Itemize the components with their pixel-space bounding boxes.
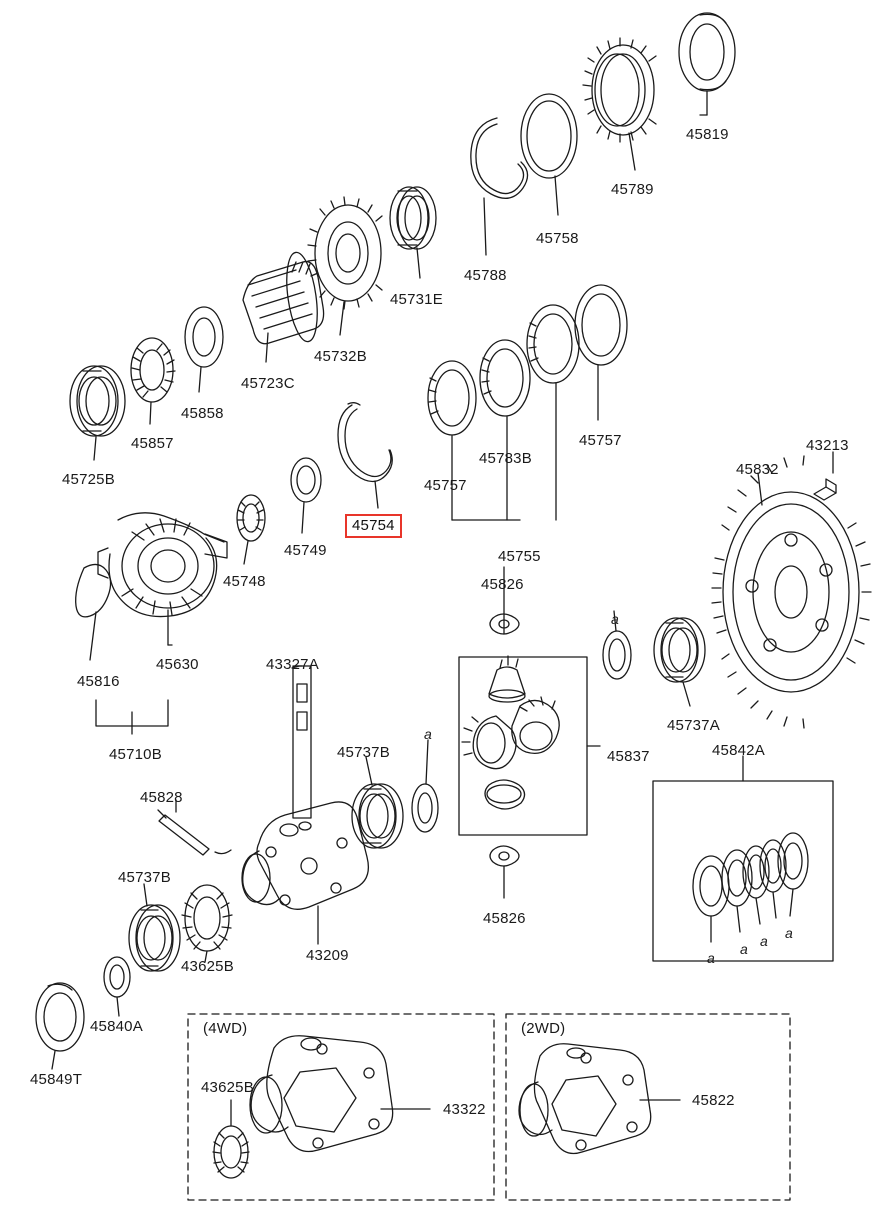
part-label-a-5: a [760,933,768,949]
part-label-45849T: 45849T [30,1071,83,1088]
part-label-45858: 45858 [181,405,224,422]
part-label-45748: 45748 [223,573,266,590]
part-45857-art [131,338,175,424]
part-45832-art [712,452,871,728]
part-45858-art [185,307,223,392]
part-45757-right-art [527,285,627,520]
part-45822-art [519,1044,680,1154]
group-2wd-box [506,1014,790,1200]
part-label-45731E: 45731E [390,291,443,308]
part-label-45826-upper: 45826 [481,576,524,593]
part-45826-lower-art [490,846,519,898]
part-45737B-right-art [352,757,403,848]
group-label-4wd: (4WD) [203,1020,248,1037]
part-label-45816: 45816 [77,673,120,690]
part-label-45789: 45789 [611,181,654,198]
part-45828-art [158,800,231,855]
part-45754-art [338,403,392,508]
part-label-45732B: 45732B [314,348,367,365]
part-label-45857: 45857 [131,435,174,452]
part-45758-art [521,94,577,215]
part-label-45754-highlighted: 45754 [345,514,402,538]
part-45748-art [237,495,265,564]
part-43625B-2-art [213,1100,249,1178]
part-label-45737B-left: 45737B [118,869,171,886]
part-label-45758: 45758 [536,230,579,247]
part-label-43322: 43322 [443,1101,486,1118]
washer-a-2-art [412,740,438,832]
part-label-43213: 43213 [806,437,849,454]
part-label-a-2: a [424,726,432,742]
part-label-45840A: 45840A [90,1018,143,1035]
part-label-a-6: a [785,925,793,941]
part-label-45725B: 45725B [62,471,115,488]
part-45723C-art [243,250,324,362]
part-label-43209: 43209 [306,947,349,964]
part-45749-art [291,458,321,533]
part-label-a-3: a [707,950,715,966]
part-45849T-art [36,983,84,1069]
part-45840A-art [104,957,130,1016]
part-45837-art [459,656,600,835]
part-label-45737B-right: 45737B [337,744,390,761]
part-label-a-4: a [740,941,748,957]
part-label-45749: 45749 [284,542,327,559]
part-45788-art [471,118,528,255]
part-43209-art [242,802,368,944]
part-43322-art [250,1036,430,1152]
part-45789-art [583,38,656,170]
part-label-45826-lower: 45826 [483,910,526,927]
part-label-45783B: 45783B [479,450,532,467]
part-45757-left-art [428,361,520,520]
part-45819-art [679,13,735,115]
part-43625B-1-art [182,885,232,962]
part-45842A-art [653,756,833,961]
part-label-45755: 45755 [498,548,541,565]
part-label-45842A: 45842A [712,742,765,759]
part-label-45822: 45822 [692,1092,735,1109]
part-label-45819: 45819 [686,126,729,143]
part-label-45832: 45832 [736,461,779,478]
part-label-45757-right: 45757 [579,432,622,449]
part-label-45788: 45788 [464,267,507,284]
part-45725B-art [70,366,125,460]
part-45710B-art [76,513,227,734]
part-label-45737A: 45737A [667,717,720,734]
part-label-a-1: a [611,611,619,627]
part-45737A-art [654,618,705,706]
part-45732B-art [308,197,382,335]
part-45737B-left-art [129,884,180,971]
part-label-45757-left: 45757 [424,477,467,494]
part-label-43625B-1: 43625B [181,958,234,975]
part-label-45723C: 45723C [241,375,295,392]
part-label-43625B-2: 43625B [201,1079,254,1096]
part-label-45828: 45828 [140,789,183,806]
part-label-43327A: 43327A [266,656,319,673]
part-45731E-art [390,187,436,278]
part-label-45630: 45630 [156,656,199,673]
group-label-2wd: (2WD) [521,1020,566,1037]
part-43327A-art [292,666,311,818]
part-label-45837: 45837 [607,748,650,765]
part-45783B-art [480,340,530,520]
part-label-45710B: 45710B [109,746,162,763]
